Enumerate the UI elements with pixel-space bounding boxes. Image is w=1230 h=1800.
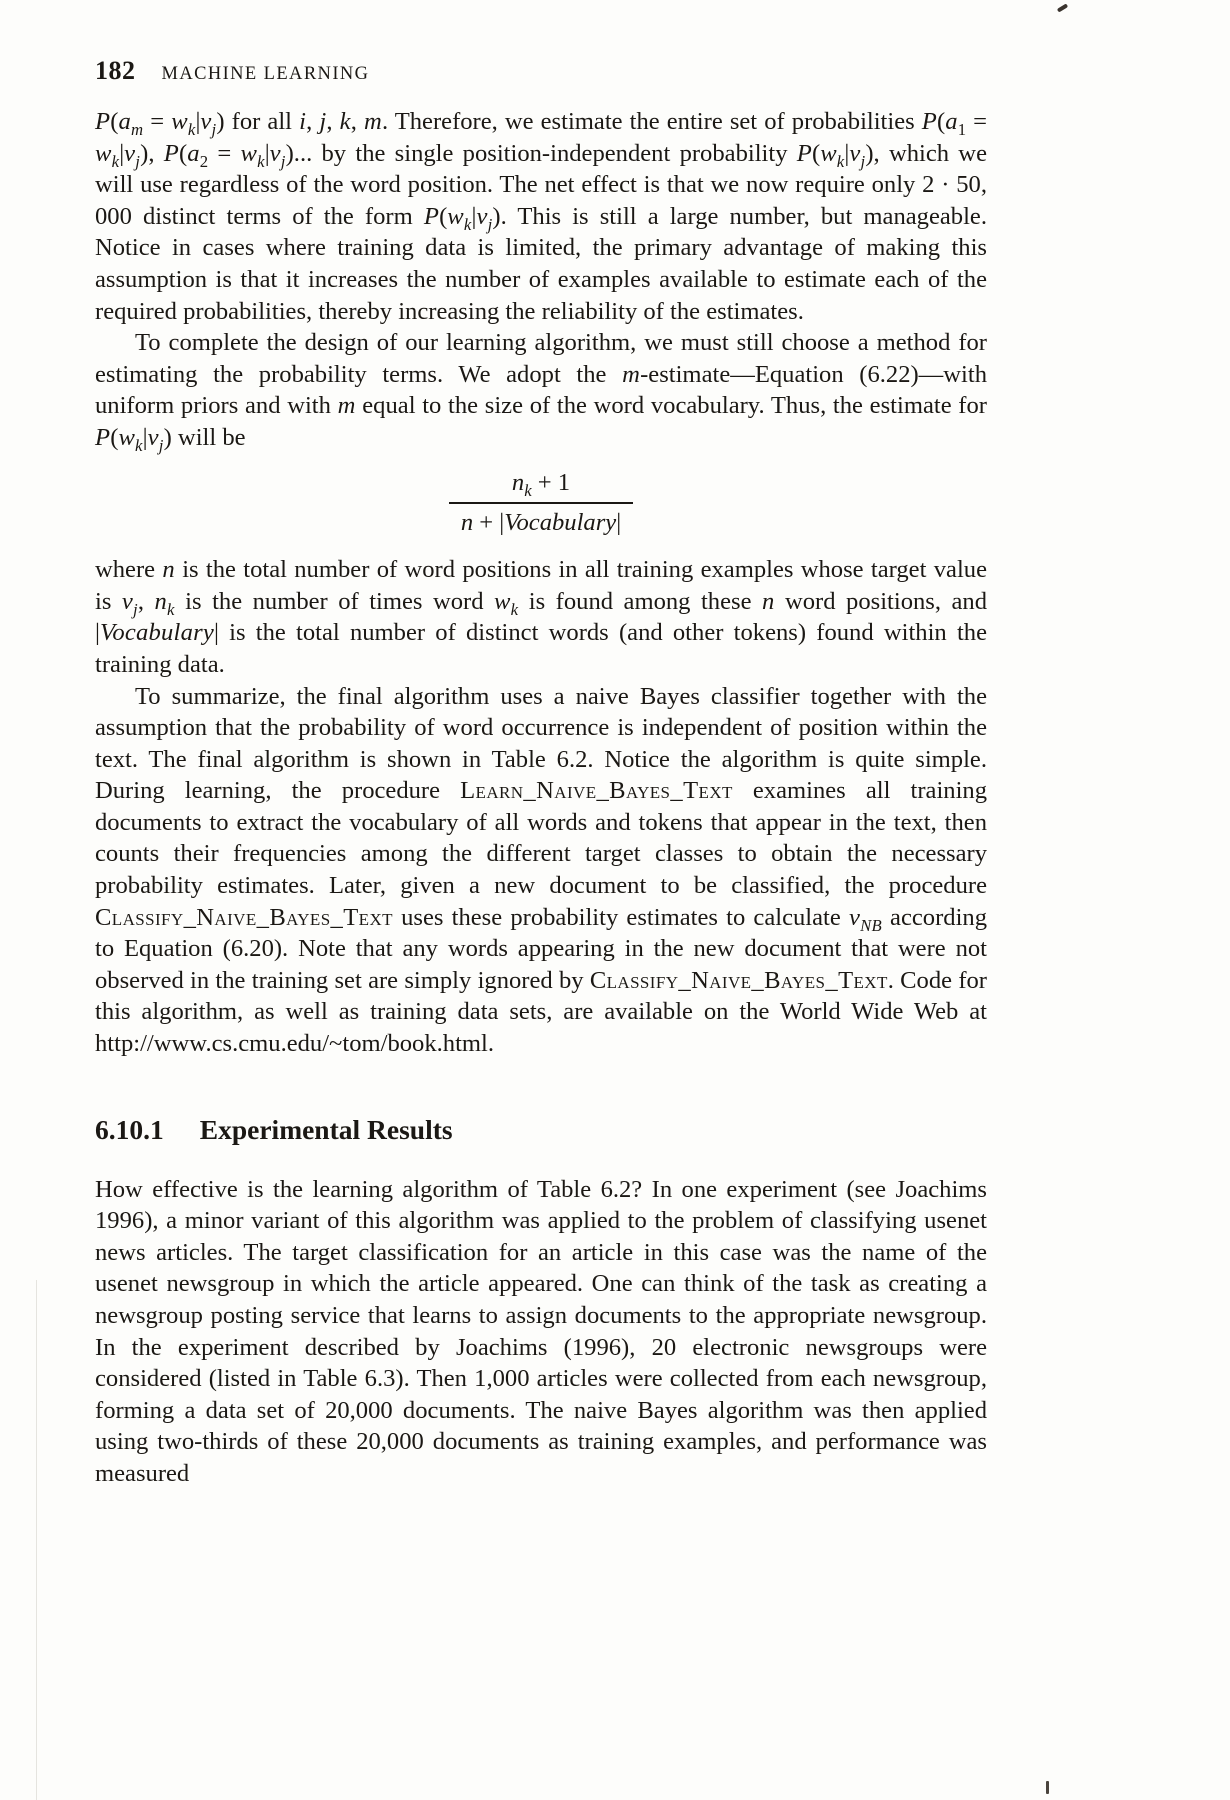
running-header: [95, 56, 369, 86]
paragraph-m-estimate: To complete the design of our learning algorithm, we must still choose a method for estimating the probability terms. We adopt the m-estimate—Equation (6.22)—with uniform priors and with m equal to the size of the word vocabulary. Thus, the estimate for $P(w_k|v_j)$ will be: [95, 329, 987, 455]
paragraph-algorithm-summary: To summarize, the final algorithm uses a naive Bayes classifier together with the assumption that the probability of word occurrence is independent of position within the text. The final algorithm is shown in Table 6.2. Notice the algorithm is quite simple. During learning, the procedure Learn_Naive_Bayes_Text examines all training documents to extract the vocabulary of all words and tokens that appear in the text, then counts their frequencies among the different target classes to obtain the necessary probability estimates. Later, given a new document to be classified, the procedure Classify_Naive_Bayes_Text uses these probability estimates to calculate $v_{NB}$ according to Equation (6.20). Note that any words appearing in the new document that were not observed in the training set are simply ignored by Classify_Naive_Bayes_Text. Code for this algorithm, as well as training data sets, are available on the World Wide Web at http://www.cs.cmu.edu/~tom/book.html.: [95, 682, 988, 1058]
scan-artifact-left-line: [36, 1280, 37, 1800]
fraction-denominator: n + |Vocabulary|: [449, 502, 633, 538]
scan-artifact-bottom-right: [1046, 1781, 1049, 1794]
text-column: [95, 106, 987, 1490]
paragraph-experimental-results: How effective is the learning algorithm of Table 6.2? In one experiment (see Joachims 1996), a minor variant of this algorithm was applied to the problem of classifying usenet news articles. The target classification for an article in this case was the name of the usenet newsgroup in which the article appeared. One can think of the task as creating a newsgroup posting service that learns to assign documents to the appropriate newsgroup. In the experiment described by Joachims (1996), 20 electronic newsgroups were considered (listed in Table 6.3). Then 1,000 articles were collected from each newsgroup, forming a data set of 20,000 documents. The naive Bayes algorithm was then applied using two-thirds of these 20,000 documents as training examples, and performance was measured: [95, 1175, 987, 1487]
paragraph-position-independence: $P(a_m = w_k|v_j)$ for all i, j, k, m. Therefore, we estimate the entire set of probabilities $P(a_1 = w_k|v_j)$, $P(a_2 = w_k|v_j)$... by the single position-independent probability $P(w_k|v_j)$, which we will use regardless of the word position. The net effect is that we now require only 2 · 50, 000 distinct terms of the form $P(w_k|v_j)$. This is still a large number, but manageable. Notice in cases where training data is limited, the primary advantage of making this assumption is that it increases the number of examples available to estimate each of the required probabilities, thereby increasing the reliability of the estimates.: [95, 108, 988, 325]
fraction: [449, 468, 633, 538]
fraction-numerator: $n_k + 1$: [511, 468, 571, 500]
running-title: MACHINE LEARNING: [161, 64, 370, 84]
section-number: 6.10.1: [95, 1113, 164, 1145]
section-heading: [95, 1114, 987, 1146]
paragraph-definitions: where n is the total number of word positions in all training examples whose target value is $v_j$, $n_k$ is the number of times word $w_k$ is found among these n word positions, and |Vocabulary| is the total number of distinct words (and other tokens) found within the training data.: [95, 556, 988, 678]
page-number: 182: [95, 56, 136, 85]
section-title: Experimental Results: [199, 1113, 453, 1145]
equation-word-probability-estimate: [95, 468, 987, 539]
scan-artifact-top-right: [1057, 3, 1068, 12]
